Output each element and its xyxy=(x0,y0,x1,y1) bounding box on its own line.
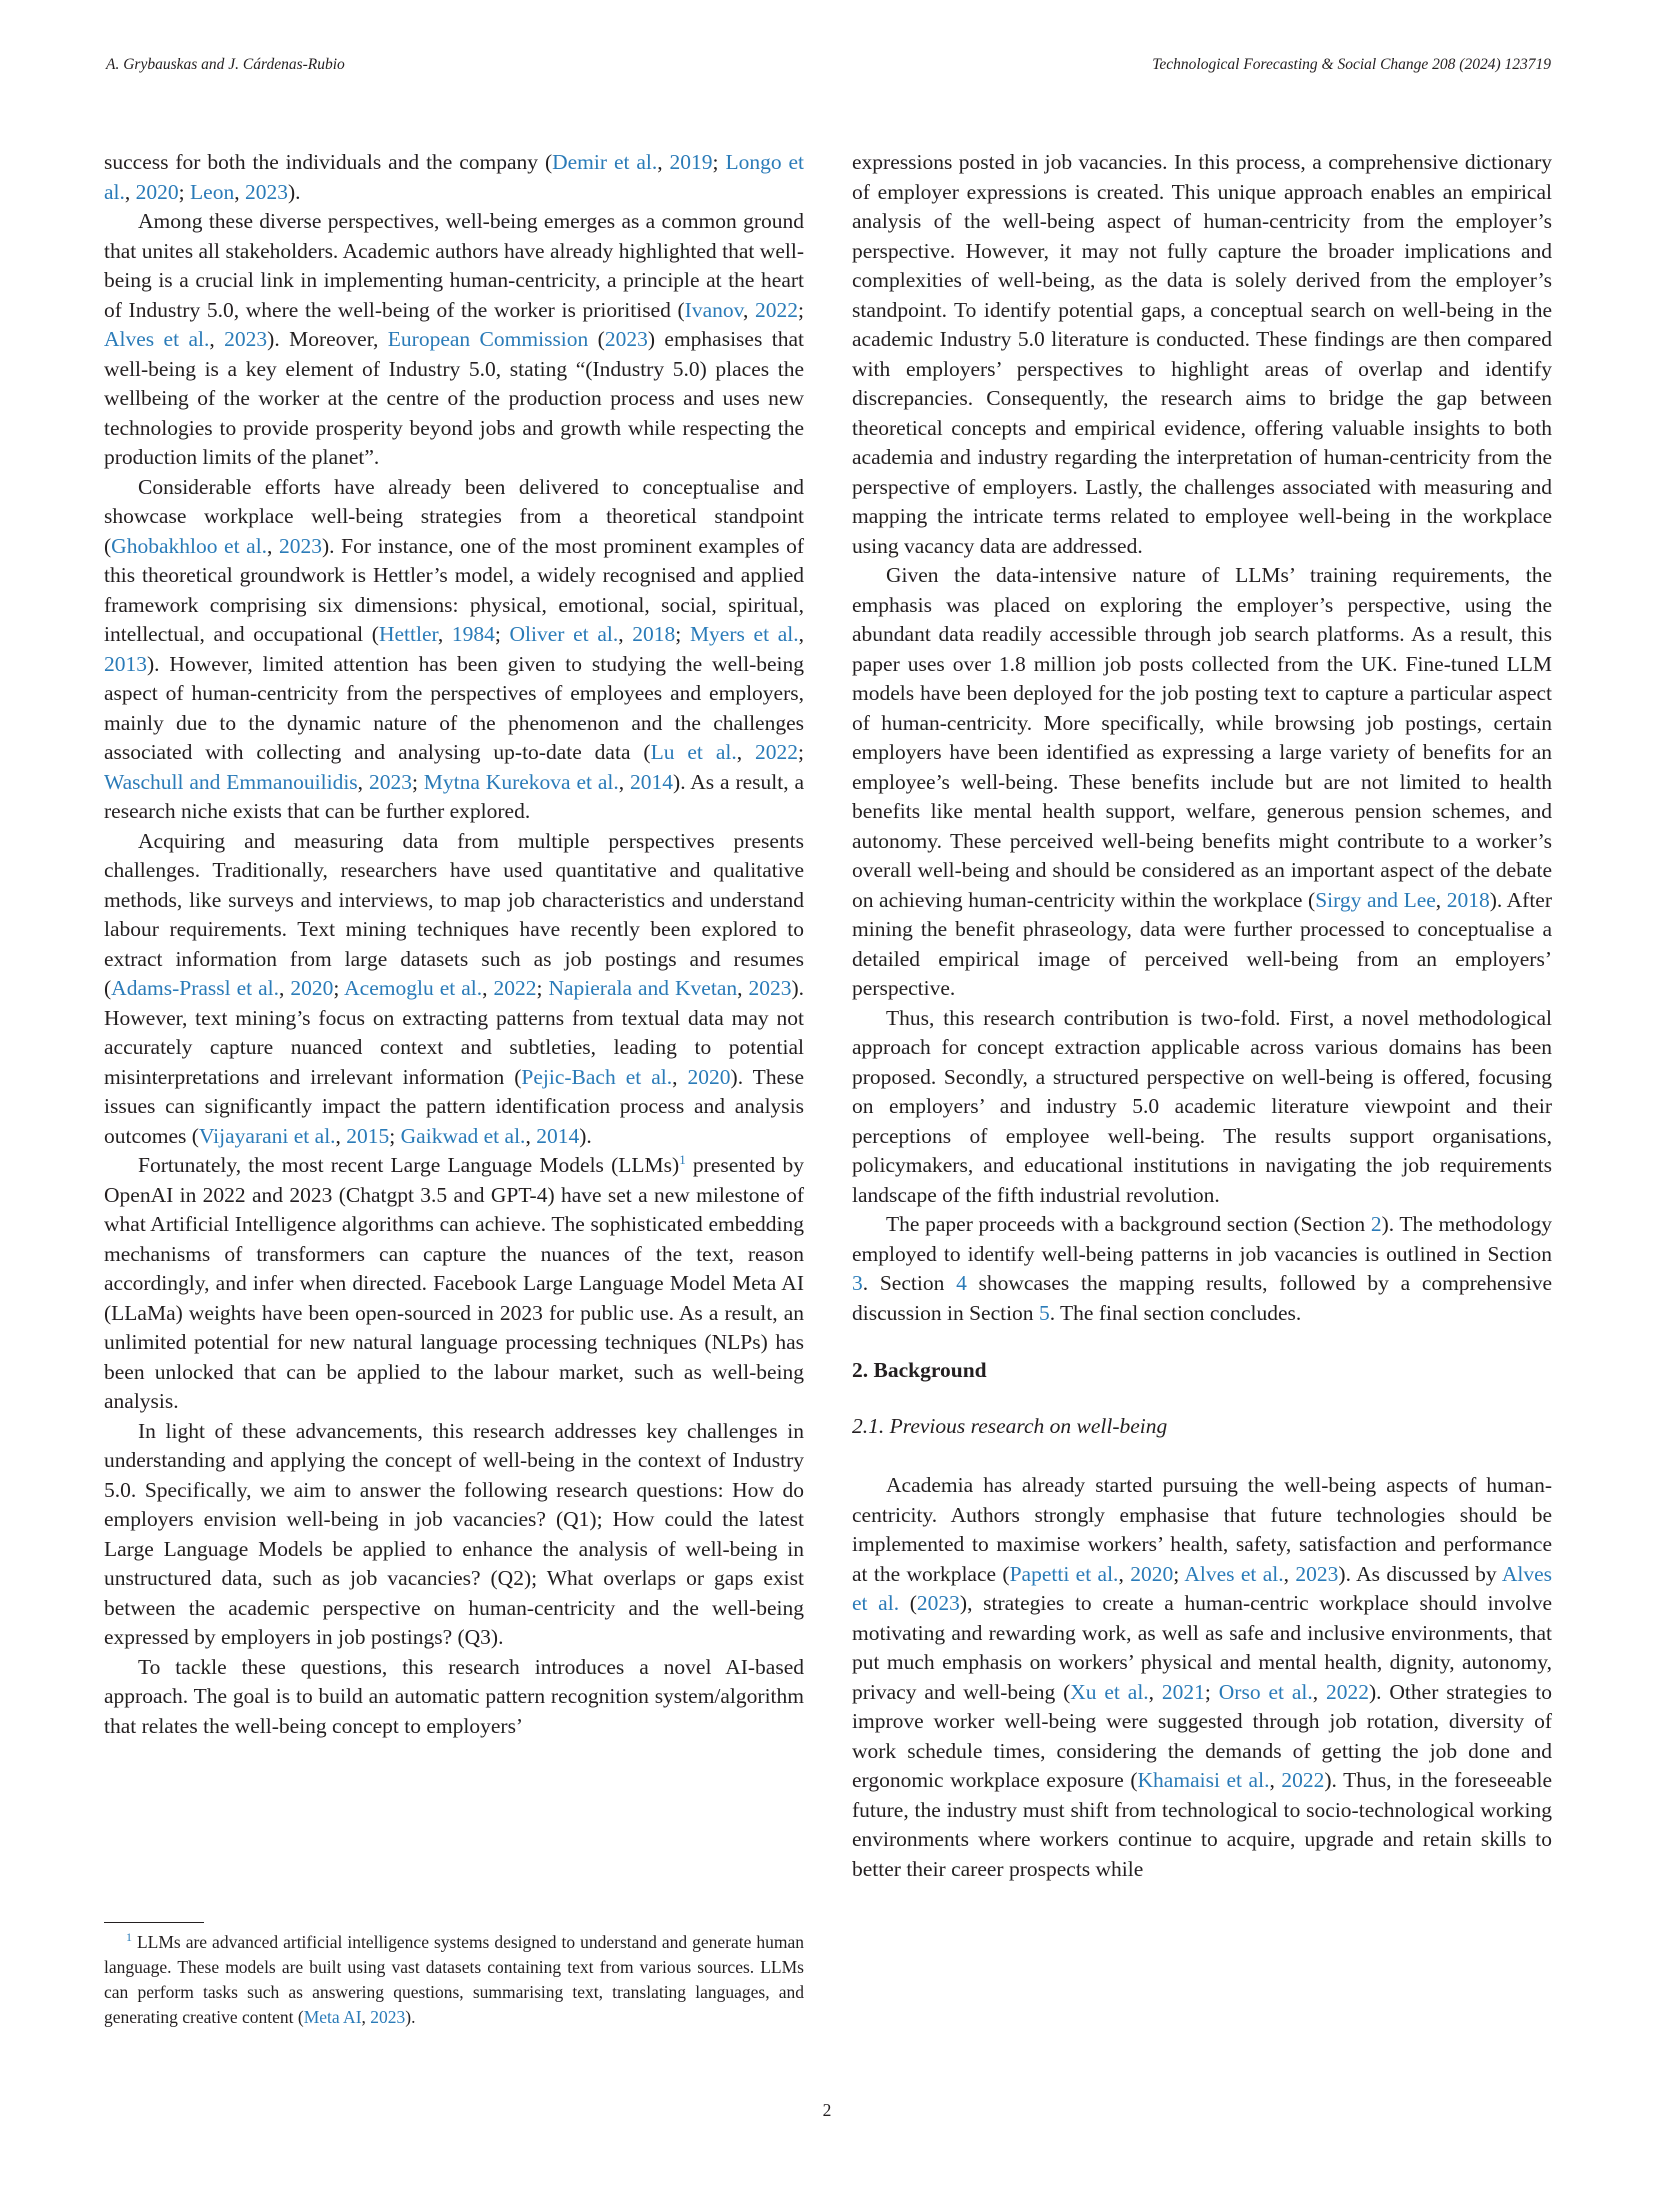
reference-link[interactable]: Mytna Kurekova et al. xyxy=(423,769,619,794)
reference-link[interactable]: Alves et al. xyxy=(852,1561,1553,1615)
paragraph: success for both the individuals and the company (Demir et al., 2019; Longo et al., 2020; Leon, 2023). xyxy=(104,150,804,204)
paragraph: In light of these advancements, this research addresses key challenges in understanding and applying the concept of well-being in the context of Industry 5.0. Specifically, we aim to answer the following research questions: How do employers envision well-being in job vacancies? (Q1); How could the latest Large Language Models be applied to enhance the analysis of well-being in unstructured data, such as job vacancies? (Q2); What overlaps or gaps exist between the academic perspective on human-centricity and the well-being expressed by employers in job postings? (Q3). xyxy=(104,1418,804,1649)
reference-link[interactable]: 2023 xyxy=(224,327,268,351)
footnote-marker[interactable]: 1 xyxy=(679,1151,686,1167)
reference-link[interactable]: 2018 xyxy=(1446,887,1490,912)
reference-link[interactable]: Xu et al. xyxy=(1070,1679,1149,1704)
footnote: $^1$ LLMs are advanced artificial intelligence systems designed to understand and generate human language. These models are built using vast datasets containing text from various sources. LLMs can perform tasks such as answering questions, summarising text, translating languages, and generating creative content (Meta AI, 2023). xyxy=(104,1930,804,2027)
running-head-authors: A. Grybauskas and J. Cárdenas-Rubio xyxy=(106,56,345,73)
reference-link[interactable]: 2023 xyxy=(370,2007,406,2027)
reference-link[interactable]: 2020 xyxy=(135,179,179,204)
reference-link[interactable]: Gaikwad et al. xyxy=(400,1123,526,1148)
reference-link[interactable]: 2023 xyxy=(748,976,792,1000)
reference-link[interactable]: 2023 xyxy=(279,533,323,558)
reference-link[interactable]: 2023 xyxy=(1295,1561,1339,1586)
section-heading: 2. Background xyxy=(852,1358,987,1382)
reference-link[interactable]: 2021 xyxy=(1161,1679,1205,1704)
reference-link[interactable]: 2022 xyxy=(755,297,799,322)
reference-link[interactable]: Lu et al. xyxy=(650,740,737,764)
reference-link[interactable]: Oliver et al. xyxy=(509,622,619,646)
paragraph: The paper proceeds with a background section (Section 2). The methodology employed to identify well-being patterns in job vacancies is outlined in Section 3. Section 4 showcases the mapping results, followed by a comprehensive discussion in Section 5. The final section concludes. xyxy=(852,1212,1552,1325)
reference-link[interactable]: 2023 xyxy=(604,327,648,351)
paragraph: Thus, this research contribution is two-fold. First, a novel methodological approach for concept extraction applicable across various domains has been proposed. Secondly, a structured perspective on well-being is offered, focusing on employers’ and industry 5.0 academic literature viewpoint and their perceptions of employee well-being. The results support organisations, policymakers, and educational institutions in navigating the job requirements landscape of the fifth industrial revolution. xyxy=(852,1005,1552,1207)
reference-link[interactable]: Hettler xyxy=(378,622,438,646)
footnote-rule xyxy=(104,1922,204,1923)
reference-link[interactable]: 2019 xyxy=(669,150,713,174)
reference-link[interactable]: 2022 xyxy=(1281,1768,1325,1792)
paragraph: Acquiring and measuring data from multiple perspectives presents challenges. Traditionally, researchers have used quantitative and qualitative methods, like surveys and interviews, to map job characteristics and understand labour requirements. Text mining techniques have recently been explored to extract information from large datasets such as job postings and resumes (Adams-Prassl et al., 2020; Acemoglu et al., 2022; Napierala and Kvetan, 2023). However, text mining’s focus on extracting patterns from textual data may not accurately capture nuanced context and subtleties, leading to potential misinterpretations and irrelevant information (Pejic-Bach et al., 2020). These issues can significantly impact the pattern identification process and analysis outcomes (Vijayarani et al., 2015; Gaikwad et al., 2014). xyxy=(104,828,805,1148)
reference-link[interactable]: 4 xyxy=(956,1271,967,1295)
reference-link[interactable]: 2013 xyxy=(104,651,147,676)
reference-link[interactable]: 2 xyxy=(1370,1212,1382,1236)
reference-link[interactable]: Orso et al. xyxy=(1218,1679,1313,1704)
paragraph: Considerable efforts have already been delivered to conceptualise and showcase workplace well-being strategies from a theoretical standpoint (Ghobakhloo et al., 2023). For instance, one of the most prominent examples of this theoretical groundwork is Hettler’s model, a widely recognised and applied framework comprising six dimensions: physical, emotional, social, spiritual, intellectual, and occupational (Hettler, 1984; Oliver et al., 2018; Myers et al., 2013). However, limited attention has been given to studying the well-being aspect of human-centricity from the perspectives of employees and employers, mainly due to the dynamic nature of the phenomenon and the challenges associated with collecting and analysing up-to-date data (Lu et al., 2022; Waschull and Emmanouilidis, 2023; Mytna Kurekova et al., 2014). As a result, a research niche exists that can be further explored. xyxy=(104,474,805,823)
reference-link[interactable]: Leon xyxy=(190,179,235,204)
right-column xyxy=(852,148,1552,1884)
page-number: 2 xyxy=(822,2100,832,2120)
reference-link[interactable]: 2018 xyxy=(632,622,676,646)
reference-link[interactable]: 2014 xyxy=(630,769,674,794)
reference-link[interactable]: Alves et al. xyxy=(1184,1561,1284,1586)
paragraph: Among these diverse perspectives, well-being emerges as a common ground that unites all stakeholders. Academic authors have already highlighted that well-being is a crucial link in implementing human-centricity, a principle at the heart of Industry 5.0, where the well-being of the worker is prioritised (Ivanov, 2022; Alves et al., 2023). Moreover, European Commission (2023) emphasises that well-being is a key element of Industry 5.0, stating “(Industry 5.0) places the wellbeing of the worker at the centre of the production process and uses new technologies to provide prosperity beyond jobs and growth while respecting the production limits of the planet”. xyxy=(104,209,804,469)
reference-link[interactable]: 3 xyxy=(852,1271,863,1295)
reference-link[interactable]: Sirgy and Lee xyxy=(1315,887,1436,912)
reference-link[interactable]: 2020 xyxy=(1130,1561,1174,1586)
paragraph: Given the data-intensive nature of LLMs’ training requirements, the emphasis was placed on exploring the employer’s perspective, using the abundant data readily accessible through job search platforms. As a result, this paper uses over 1.8 million job posts collected from the UK. Fine-tuned LLM models have been deployed for the job posting text to capture a particular aspect of human-centricity. More specifically, while browsing job postings, certain employers have been identified as expressing a large variety of benefits for an employee’s well-being. These benefits include but are not limited to health benefits like mental health support, welfare, generous pension schemes, and autonomy. These perceived well-being benefits might contribute to a worker’s overall well-being and should be considered as an important aspect of the debate on achieving human-centricity within the workplace (Sirgy and Lee, 2018). After mining the benefit phraseology, data were further processed to conceptualise a detailed empirical image of perceived well-being from an employers’ perspective. xyxy=(852,563,1553,1000)
reference-link[interactable]: Demir et al. xyxy=(552,150,658,174)
reference-link[interactable]: Papetti et al. xyxy=(1009,1561,1119,1586)
reference-link[interactable]: Alves et al. xyxy=(104,327,210,351)
reference-link[interactable]: Ivanov xyxy=(684,297,743,322)
left-column xyxy=(104,148,804,1741)
reference-link[interactable]: 2022 xyxy=(755,740,799,764)
reference-link[interactable]: Adams-Prassl et al. xyxy=(111,976,279,1000)
reference-link[interactable]: 2022 xyxy=(493,976,537,1000)
reference-link[interactable]: Ghobakhloo et al. xyxy=(111,533,268,558)
reference-link[interactable]: Pejic-Bach et al. xyxy=(521,1064,673,1089)
reference-link[interactable]: Myers et al. xyxy=(689,622,799,646)
reference-link[interactable]: Vijayarani et al. xyxy=(198,1123,336,1148)
reference-link[interactable]: 2014 xyxy=(536,1123,580,1148)
reference-link[interactable]: European Commission xyxy=(387,327,589,351)
footnote-marker[interactable]: 1 xyxy=(126,1930,132,1945)
reference-link[interactable]: 2015 xyxy=(346,1123,390,1148)
reference-link[interactable]: Meta AI xyxy=(303,2007,362,2027)
paragraph: expressions posted in job vacancies. In this process, a comprehensive dictionary of employer expressions is created. This unique approach enables an empirical analysis of the well-being aspect of human-centricity from the employer’s perspective. However, it may not fully capture the broader implications and complexities of well-being, as the data is solely derived from the employer’s standpoint. To identify potential gaps, a conceptual search on well-being in the academic Industry 5.0 literature is conducted. These findings are then compared with employers’ perspectives to highlight areas of overlap and identify discrepancies. Consequently, the research aims to bridge the gap between theoretical concepts and empirical evidence, offering valuable insights to both academia and industry regarding the interpretation of human-centricity from the perspective of employers. Lastly, the challenges associated with measuring and mapping the intricate terms related to employee well-being in the workplace using vacancy data are addressed. xyxy=(852,150,1552,558)
reference-link[interactable]: 5 xyxy=(1038,1300,1050,1325)
paragraph: Academia has already started pursuing the well-being aspects of human-centricity. Authors strongly emphasise that future technologies should be implemented to maximise workers’ health, safety, satisfaction and performance at the workplace (Papetti et al., 2020; Alves et al., 2023). As discussed by Alves et al. (2023), strategies to create a human-centric workplace should involve motivating and rewarding work, as well as safe and inclusive environments, that put much emphasis on workers’ physical and mental health, dignity, autonomy, privacy and well-being (Xu et al., 2021; Orso et al., 2022). Other strategies to improve worker well-being were suggested through job rotation, diversity of work schedule times, considering the demands of getting the job done and ergonomic workplace exposure (Khamaisi et al., 2022). Thus, in the foreseeable future, the industry must shift from technological to socio-technological working environments where workers continue to acquire, upgrade and retain skills to better their career prospects while xyxy=(852,1473,1553,1881)
reference-link[interactable]: Longo et al. xyxy=(104,150,804,204)
running-head-journal: Technological Forecasting & Social Change 208 (2024) 123719 xyxy=(1152,56,1551,73)
reference-link[interactable]: Waschull and Emmanouilidis xyxy=(104,769,358,794)
reference-link[interactable]: 2023 xyxy=(244,179,288,204)
reference-link[interactable]: Napierala and Kvetan xyxy=(548,976,738,1000)
reference-link[interactable]: 2023 xyxy=(368,769,412,794)
reference-link[interactable]: 2020 xyxy=(687,1064,731,1089)
paragraph: Fortunately, the most recent Large Language Models (LLMs)$^1$ presented by OpenAI in 2022 and 2023 (Chatgpt 3.5 and GPT-4) have set a new milestone of what Artificial Intelligence algorithms can achieve. The sophisticated embedding mechanisms of transformers can capture the nuances of the text, reason accordingly, and infer when directed. Facebook Large Language Model Meta AI (LLaMa) weights have been open-sourced in 2023 for public use. As a result, an unlimited potential for new natural language processing techniques (NLPs) has been unlocked that can be applied to the labour market, such as well-being analysis. xyxy=(104,1151,804,1413)
reference-link[interactable]: 1984 xyxy=(451,622,495,646)
subsection-heading: 2.1. Previous research on well-being xyxy=(852,1413,1168,1438)
reference-link[interactable]: Acemoglu et al. xyxy=(344,976,483,1000)
reference-link[interactable]: Khamaisi et al. xyxy=(1137,1768,1270,1792)
reference-link[interactable]: 2022 xyxy=(1326,1679,1369,1704)
paragraph: To tackle these questions, this research introduces a novel AI-based approach. The goal is to build an automatic pattern recognition system/algorithm that relates the well-being concept to employers’ xyxy=(104,1654,804,1738)
reference-link[interactable]: 2023 xyxy=(916,1591,960,1615)
reference-link[interactable]: 2020 xyxy=(290,976,334,1000)
